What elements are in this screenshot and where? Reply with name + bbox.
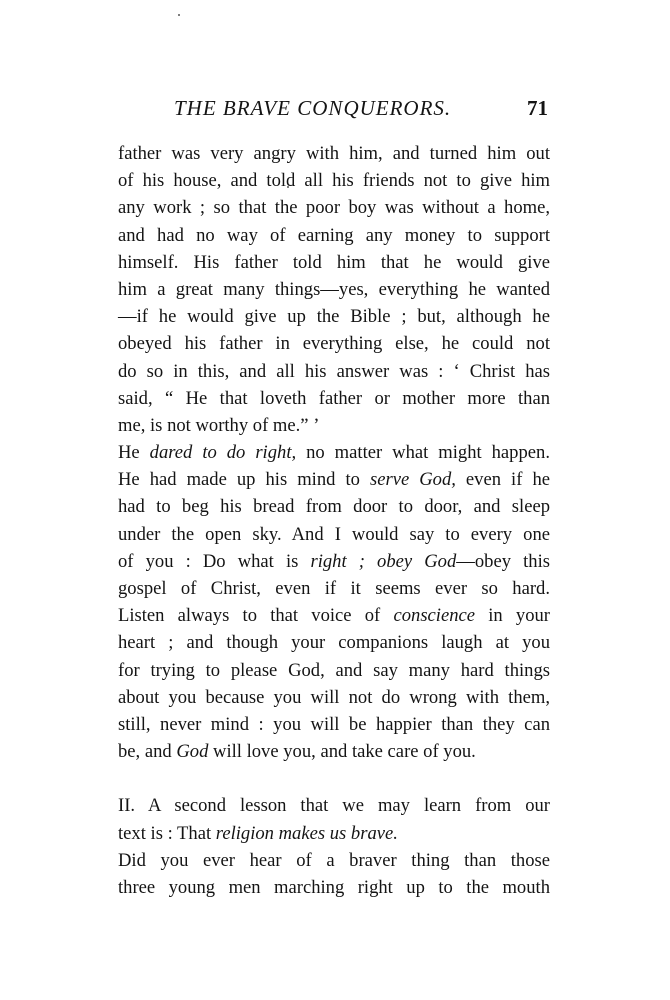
text-line: himself. His father told him that he would give	[118, 251, 550, 273]
text-line	[118, 439, 550, 466]
text-run: He	[118, 442, 150, 464]
text-run: He had made up his mind to	[118, 469, 370, 491]
text-line: and had no way of earning any money to support	[118, 224, 550, 246]
text-run: even if he	[455, 469, 550, 491]
paper-speck	[178, 14, 180, 16]
paragraph	[118, 847, 550, 901]
text-line: for trying to please God, and say many hard things	[118, 659, 550, 681]
running-head	[118, 96, 548, 126]
text-run: of you : Do what is	[118, 550, 311, 572]
text-line: heart ; and though your companions laugh at you	[118, 632, 550, 654]
text-run: be, and	[118, 741, 177, 763]
text-line: gospel of Christ, even if it seems ever so hard.	[118, 578, 550, 599]
text-line: of his house, and told all his friends not to give him	[118, 170, 550, 192]
text-line: him a great many things—yes, everything he wanted	[118, 278, 550, 300]
italic-text: God	[176, 741, 209, 763]
text-line: about you because you will not do wrong with them,	[118, 686, 550, 708]
text-line	[118, 738, 550, 765]
text-line: II. A second lesson that we may learn from our	[118, 795, 550, 817]
page-number: 71	[527, 96, 548, 120]
text-run: —obey this	[456, 550, 550, 572]
text-line: Did you ever hear of a braver thing than those	[118, 849, 550, 871]
section-break	[118, 765, 550, 792]
text-line: any work ; so that the poor boy was without a home,	[118, 197, 550, 219]
text-line: —if he would give up the Bible ; but, although he	[118, 306, 550, 328]
text-run: no matter what might happen.	[296, 442, 550, 464]
text-line: under the open sky. And I would say to every one	[118, 523, 550, 545]
page-body	[118, 140, 550, 901]
text-line: three young men marching right up to the mouth	[118, 876, 550, 898]
text-line: me, is not worthy of me.” ’	[118, 414, 320, 436]
text-run: Listen always to that voice of	[118, 605, 394, 627]
text-line	[118, 466, 550, 493]
text-line	[118, 602, 550, 629]
text-line: obeyed his father in everything else, he could not	[118, 333, 550, 355]
paragraph	[118, 140, 550, 439]
italic-text: serve God,	[369, 469, 456, 491]
italic-text: conscience	[393, 605, 476, 627]
text-run: in your	[475, 605, 550, 627]
text-run: will love you, and take care of you.	[208, 741, 476, 763]
text-line	[118, 820, 550, 847]
italic-text: right ; obey God	[310, 550, 457, 572]
text-run: text is : That	[118, 822, 216, 844]
text-line: still, never mind : you will be happier than they can	[118, 713, 550, 735]
text-line: had to beg his bread from door to door, and sleep	[118, 496, 550, 518]
text-line: said, “ He that loveth father or mother more than	[118, 387, 550, 409]
italic-text: religion makes us brave.	[215, 822, 398, 844]
text-line: do so in this, and all his answer was : ‘ Christ has	[118, 360, 550, 382]
paragraph	[118, 792, 550, 846]
italic-text: dared to do right,	[149, 442, 297, 464]
running-title: THE BRAVE CONQUERORS.	[174, 96, 452, 120]
paragraph	[118, 439, 550, 765]
text-line	[118, 548, 550, 575]
text-line: father was very angry with him, and turned him out	[118, 143, 550, 164]
